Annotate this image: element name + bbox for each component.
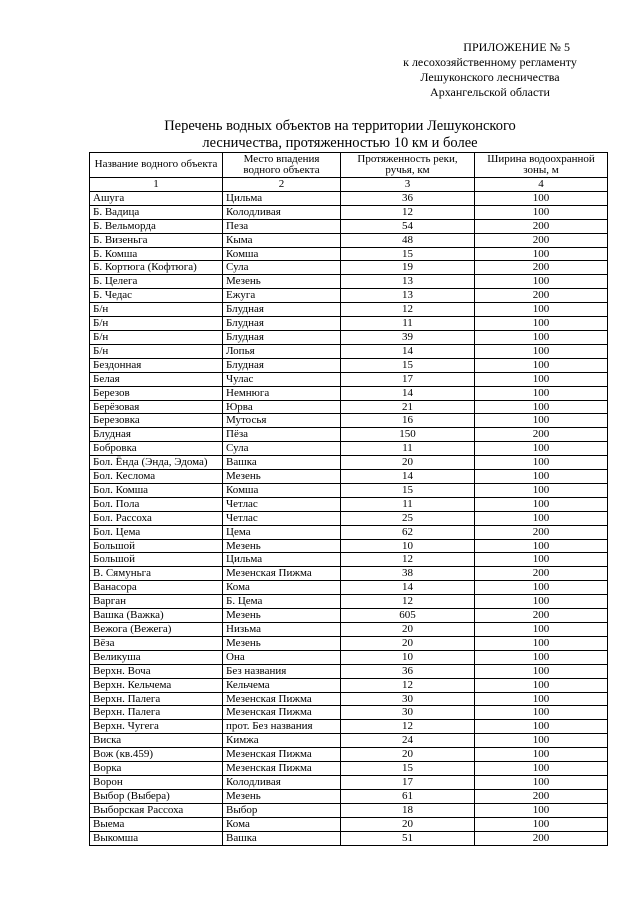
column-number: 1 xyxy=(90,178,223,192)
table-row xyxy=(90,233,608,247)
cell-length: 15 xyxy=(341,483,475,497)
table-row xyxy=(90,803,608,817)
table-row xyxy=(90,344,608,358)
cell-length: 10 xyxy=(341,539,475,553)
cell-zone-width: 200 xyxy=(475,789,608,803)
table-row xyxy=(90,789,608,803)
cell-outflow: Кельчема xyxy=(223,678,341,692)
cell-length: 11 xyxy=(341,317,475,331)
table-row xyxy=(90,678,608,692)
cell-outflow: Мезенская Пижма xyxy=(223,567,341,581)
cell-name: Бездонная xyxy=(90,358,223,372)
cell-length: 12 xyxy=(341,553,475,567)
table-body xyxy=(90,191,608,845)
cell-name: Ворка xyxy=(90,762,223,776)
cell-outflow: Пёза xyxy=(223,428,341,442)
cell-zone-width: 100 xyxy=(475,330,608,344)
cell-name: Б. Вадица xyxy=(90,205,223,219)
cell-name: Варган xyxy=(90,595,223,609)
appendix-subtitle-1: к лесохозяйственному регламенту xyxy=(403,55,577,69)
cell-outflow: Мезенская Пижма xyxy=(223,762,341,776)
cell-length: 16 xyxy=(341,414,475,428)
table-row xyxy=(90,664,608,678)
cell-length: 54 xyxy=(341,219,475,233)
cell-zone-width: 100 xyxy=(475,581,608,595)
column-number-row xyxy=(90,178,608,192)
cell-length: 20 xyxy=(341,817,475,831)
cell-name: В. Сямуньга xyxy=(90,567,223,581)
cell-name: Б/н xyxy=(90,344,223,358)
cell-outflow: Мезень xyxy=(223,636,341,650)
table-row xyxy=(90,317,608,331)
cell-length: 24 xyxy=(341,734,475,748)
cell-length: 18 xyxy=(341,803,475,817)
cell-name: Березовка xyxy=(90,414,223,428)
table-row xyxy=(90,748,608,762)
table-row xyxy=(90,205,608,219)
water-objects-table xyxy=(89,152,608,846)
cell-outflow: Низьма xyxy=(223,623,341,637)
cell-outflow: Комша xyxy=(223,247,341,261)
table-row xyxy=(90,456,608,470)
cell-zone-width: 100 xyxy=(475,497,608,511)
table-row xyxy=(90,219,608,233)
cell-name: Б. Визеньга xyxy=(90,233,223,247)
cell-outflow: Блудная xyxy=(223,303,341,317)
cell-length: 13 xyxy=(341,275,475,289)
cell-outflow: Лопья xyxy=(223,344,341,358)
cell-zone-width: 100 xyxy=(475,720,608,734)
cell-length: 15 xyxy=(341,358,475,372)
table-row xyxy=(90,303,608,317)
cell-zone-width: 200 xyxy=(475,219,608,233)
cell-length: 20 xyxy=(341,636,475,650)
cell-length: 12 xyxy=(341,720,475,734)
cell-zone-width: 100 xyxy=(475,706,608,720)
cell-zone-width: 100 xyxy=(475,344,608,358)
cell-length: 17 xyxy=(341,775,475,789)
cell-outflow: Блудная xyxy=(223,317,341,331)
cell-outflow: Сула xyxy=(223,442,341,456)
cell-length: 15 xyxy=(341,247,475,261)
table-row xyxy=(90,289,608,303)
cell-outflow: Вашка xyxy=(223,456,341,470)
cell-outflow: Немнюга xyxy=(223,386,341,400)
cell-length: 21 xyxy=(341,400,475,414)
cell-zone-width: 100 xyxy=(475,692,608,706)
cell-zone-width: 100 xyxy=(475,414,608,428)
column-header-name: Название водного объекта xyxy=(90,153,223,178)
cell-outflow: Без названия xyxy=(223,664,341,678)
cell-name: Б/н xyxy=(90,303,223,317)
table-row xyxy=(90,567,608,581)
table-row xyxy=(90,720,608,734)
cell-name: Березов xyxy=(90,386,223,400)
title-line-1: Перечень водных объектов на территории Лешуконского xyxy=(164,118,516,134)
cell-name: Берёзовая xyxy=(90,400,223,414)
cell-length: 48 xyxy=(341,233,475,247)
cell-zone-width: 200 xyxy=(475,261,608,275)
cell-name: Б/н xyxy=(90,330,223,344)
cell-outflow: Сула xyxy=(223,261,341,275)
table-row xyxy=(90,581,608,595)
cell-name: Блудная xyxy=(90,428,223,442)
cell-zone-width: 200 xyxy=(475,289,608,303)
cell-name: Б. Комша xyxy=(90,247,223,261)
cell-length: 62 xyxy=(341,525,475,539)
cell-outflow: Мезенская Пижма xyxy=(223,692,341,706)
column-header-length: Протяженность реки, ручья, км xyxy=(341,153,475,178)
cell-outflow: Кимжа xyxy=(223,734,341,748)
cell-length: 12 xyxy=(341,595,475,609)
cell-outflow: Мезенская Пижма xyxy=(223,706,341,720)
cell-name: Б. Кортюга (Кофтюга) xyxy=(90,261,223,275)
cell-outflow: Мезень xyxy=(223,539,341,553)
column-number: 2 xyxy=(223,178,341,192)
cell-length: 36 xyxy=(341,664,475,678)
table-row xyxy=(90,553,608,567)
cell-name: Великуша xyxy=(90,650,223,664)
cell-zone-width: 100 xyxy=(475,247,608,261)
cell-name: Ванасора xyxy=(90,581,223,595)
cell-name: Верхн. Чугега xyxy=(90,720,223,734)
cell-zone-width: 100 xyxy=(475,470,608,484)
cell-name: Бол. Комша xyxy=(90,483,223,497)
cell-outflow: Б. Цема xyxy=(223,595,341,609)
cell-name: Вож (кв.459) xyxy=(90,748,223,762)
cell-name: Бол. Цема xyxy=(90,525,223,539)
appendix-subtitle-3: Архангельской области xyxy=(430,85,550,99)
cell-length: 36 xyxy=(341,191,475,205)
cell-zone-width: 100 xyxy=(475,386,608,400)
cell-length: 12 xyxy=(341,205,475,219)
table-row xyxy=(90,595,608,609)
cell-zone-width: 100 xyxy=(475,553,608,567)
cell-length: 61 xyxy=(341,789,475,803)
column-number: 3 xyxy=(341,178,475,192)
cell-name: Верхн. Кельчема xyxy=(90,678,223,692)
cell-zone-width: 100 xyxy=(475,317,608,331)
cell-name: Верхн. Палега xyxy=(90,692,223,706)
cell-outflow: Четлас xyxy=(223,511,341,525)
table-row xyxy=(90,706,608,720)
cell-outflow: Пеза xyxy=(223,219,341,233)
cell-outflow: Цильма xyxy=(223,553,341,567)
table-row xyxy=(90,734,608,748)
table-row xyxy=(90,775,608,789)
appendix-subtitle-2: Лешуконского лесничества xyxy=(420,70,560,84)
cell-name: Б/н xyxy=(90,317,223,331)
cell-zone-width: 100 xyxy=(475,358,608,372)
cell-outflow: Выбор xyxy=(223,803,341,817)
cell-outflow: Чулас xyxy=(223,372,341,386)
table-row xyxy=(90,636,608,650)
column-header-outflow: Место впадения водного объекта xyxy=(223,153,341,178)
cell-name: Выборская Рассоха xyxy=(90,803,223,817)
table-row xyxy=(90,191,608,205)
table-row xyxy=(90,330,608,344)
cell-outflow: Мезень xyxy=(223,470,341,484)
appendix-header xyxy=(380,40,600,100)
table-row xyxy=(90,539,608,553)
cell-outflow: Комша xyxy=(223,483,341,497)
cell-name: Большой xyxy=(90,539,223,553)
cell-zone-width: 200 xyxy=(475,567,608,581)
cell-name: Ашуга xyxy=(90,191,223,205)
cell-outflow: Кыма xyxy=(223,233,341,247)
table-row xyxy=(90,358,608,372)
cell-name: Большой xyxy=(90,553,223,567)
cell-zone-width: 100 xyxy=(475,748,608,762)
cell-zone-width: 100 xyxy=(475,456,608,470)
cell-zone-width: 100 xyxy=(475,803,608,817)
cell-zone-width: 200 xyxy=(475,428,608,442)
cell-name: Вежога (Вежега) xyxy=(90,623,223,637)
cell-name: Выема xyxy=(90,817,223,831)
appendix-number: ПРИЛОЖЕНИЕ № 5 xyxy=(463,40,570,54)
cell-name: Бобровка xyxy=(90,442,223,456)
table-row xyxy=(90,483,608,497)
cell-name: Белая xyxy=(90,372,223,386)
cell-zone-width: 100 xyxy=(475,817,608,831)
page-title xyxy=(130,118,550,152)
cell-length: 12 xyxy=(341,303,475,317)
cell-outflow: Она xyxy=(223,650,341,664)
cell-name: Верхн. Воча xyxy=(90,664,223,678)
cell-length: 14 xyxy=(341,344,475,358)
cell-length: 20 xyxy=(341,456,475,470)
cell-length: 30 xyxy=(341,706,475,720)
cell-name: Выкомша xyxy=(90,831,223,845)
table-row xyxy=(90,609,608,623)
cell-zone-width: 100 xyxy=(475,400,608,414)
cell-zone-width: 200 xyxy=(475,233,608,247)
table-row xyxy=(90,261,608,275)
cell-outflow: Четлас xyxy=(223,497,341,511)
table-row xyxy=(90,275,608,289)
cell-outflow: Мутосья xyxy=(223,414,341,428)
cell-zone-width: 100 xyxy=(475,734,608,748)
cell-outflow: Колодливая xyxy=(223,205,341,219)
cell-outflow: Вашка xyxy=(223,831,341,845)
cell-length: 11 xyxy=(341,497,475,511)
cell-zone-width: 100 xyxy=(475,623,608,637)
table-row xyxy=(90,470,608,484)
cell-outflow: Цильма xyxy=(223,191,341,205)
cell-zone-width: 200 xyxy=(475,609,608,623)
cell-zone-width: 100 xyxy=(475,205,608,219)
table-row xyxy=(90,650,608,664)
cell-zone-width: 100 xyxy=(475,595,608,609)
cell-outflow: Кома xyxy=(223,581,341,595)
table-row xyxy=(90,762,608,776)
cell-name: Верхн. Палега xyxy=(90,706,223,720)
table-row xyxy=(90,386,608,400)
table-header-row xyxy=(90,153,608,178)
cell-length: 39 xyxy=(341,330,475,344)
cell-length: 14 xyxy=(341,470,475,484)
cell-length: 30 xyxy=(341,692,475,706)
cell-outflow: Юрва xyxy=(223,400,341,414)
cell-length: 11 xyxy=(341,442,475,456)
table-row xyxy=(90,831,608,845)
cell-name: Ворон xyxy=(90,775,223,789)
table-row xyxy=(90,400,608,414)
cell-length: 20 xyxy=(341,748,475,762)
table-row xyxy=(90,442,608,456)
cell-name: Вашка (Важка) xyxy=(90,609,223,623)
cell-outflow: прот. Без названия xyxy=(223,720,341,734)
table-row xyxy=(90,428,608,442)
cell-zone-width: 100 xyxy=(475,650,608,664)
cell-name: Б. Вельморда xyxy=(90,219,223,233)
cell-length: 25 xyxy=(341,511,475,525)
cell-name: Бол. Кеслома xyxy=(90,470,223,484)
cell-outflow: Цема xyxy=(223,525,341,539)
cell-zone-width: 100 xyxy=(475,372,608,386)
cell-length: 15 xyxy=(341,762,475,776)
cell-length: 14 xyxy=(341,581,475,595)
cell-zone-width: 200 xyxy=(475,831,608,845)
cell-name: Б. Целега xyxy=(90,275,223,289)
cell-outflow: Мезень xyxy=(223,275,341,289)
cell-length: 13 xyxy=(341,289,475,303)
cell-outflow: Колодливая xyxy=(223,775,341,789)
cell-name: Выбор (Выбера) xyxy=(90,789,223,803)
cell-name: Вёза xyxy=(90,636,223,650)
cell-outflow: Кома xyxy=(223,817,341,831)
cell-outflow: Мезень xyxy=(223,609,341,623)
cell-outflow: Мезень xyxy=(223,789,341,803)
cell-zone-width: 200 xyxy=(475,525,608,539)
cell-zone-width: 100 xyxy=(475,775,608,789)
table-row xyxy=(90,623,608,637)
cell-outflow: Блудная xyxy=(223,330,341,344)
table-row xyxy=(90,497,608,511)
cell-name: Б. Чедас xyxy=(90,289,223,303)
cell-zone-width: 100 xyxy=(475,636,608,650)
table-row xyxy=(90,692,608,706)
table-row xyxy=(90,817,608,831)
cell-zone-width: 100 xyxy=(475,511,608,525)
cell-length: 19 xyxy=(341,261,475,275)
table-row xyxy=(90,247,608,261)
table-row xyxy=(90,511,608,525)
cell-zone-width: 100 xyxy=(475,442,608,456)
cell-zone-width: 100 xyxy=(475,664,608,678)
cell-zone-width: 100 xyxy=(475,762,608,776)
cell-outflow: Ежуга xyxy=(223,289,341,303)
cell-outflow: Мезенская Пижма xyxy=(223,748,341,762)
column-header-zone-width: Ширина водоохранной зоны, м xyxy=(475,153,608,178)
cell-length: 20 xyxy=(341,623,475,637)
cell-length: 150 xyxy=(341,428,475,442)
cell-length: 10 xyxy=(341,650,475,664)
cell-zone-width: 100 xyxy=(475,303,608,317)
cell-length: 38 xyxy=(341,567,475,581)
title-line-2: лесничества, протяженностью 10 км и более xyxy=(202,135,478,151)
cell-name: Бол. Ёнда (Энда, Эдома) xyxy=(90,456,223,470)
cell-zone-width: 100 xyxy=(475,539,608,553)
table-row xyxy=(90,372,608,386)
cell-length: 605 xyxy=(341,609,475,623)
table-row xyxy=(90,414,608,428)
cell-zone-width: 100 xyxy=(475,483,608,497)
cell-zone-width: 100 xyxy=(475,678,608,692)
cell-zone-width: 100 xyxy=(475,191,608,205)
cell-length: 14 xyxy=(341,386,475,400)
cell-name: Виска xyxy=(90,734,223,748)
cell-length: 12 xyxy=(341,678,475,692)
cell-length: 51 xyxy=(341,831,475,845)
cell-name: Бол. Пола xyxy=(90,497,223,511)
cell-outflow: Блудная xyxy=(223,358,341,372)
column-number: 4 xyxy=(475,178,608,192)
cell-zone-width: 100 xyxy=(475,275,608,289)
cell-length: 17 xyxy=(341,372,475,386)
cell-name: Бол. Рассоха xyxy=(90,511,223,525)
table-row xyxy=(90,525,608,539)
